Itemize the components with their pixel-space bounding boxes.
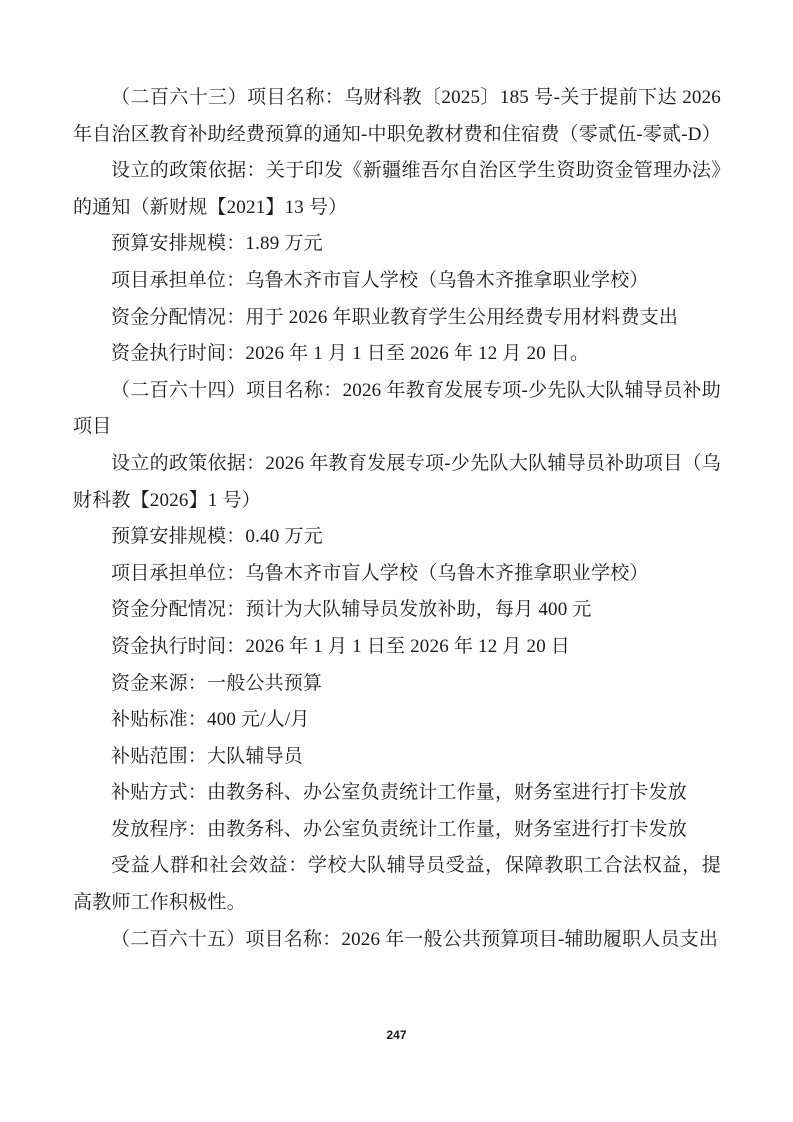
project-264-undertaking-unit: 项目承担单位：乌鲁木齐市盲人学校（乌鲁木齐推拿职业学校） xyxy=(111,562,649,584)
project-264-subsidy-standard: 补贴标准：400 元/人/月 xyxy=(111,709,310,731)
project-264-name: （二百六十四）项目名称：2026 年教育发展专项-少先队大队辅导员补助项目 xyxy=(73,379,721,438)
project-263-policy-basis: 设立的政策依据：关于印发《新疆维吾尔自治区学生资助资金管理办法》的通知（新财规【2021】13 号） xyxy=(73,160,721,218)
project-264-payment-procedure: 发放程序：由教务科、办公室负责统计工作量，财务室进行打卡发放 xyxy=(111,818,688,840)
project-263-name: （二百六十三）项目名称：乌财科教〔2025〕185 号-关于提前下达 2026 年自治区教育补助经费预算的通知-中职免教材费和住宿费（零贰伍-零贰-D） xyxy=(73,87,721,145)
project-265-name: （二百六十五）项目名称：2026 年一般公共预算项目-辅助履职人员支出 xyxy=(111,928,719,950)
project-263-undertaking-unit: 项目承担单位：乌鲁木齐市盲人学校（乌鲁木齐推拿职业学校） xyxy=(111,269,649,291)
page-number: 247 xyxy=(386,1028,407,1042)
document-body xyxy=(73,80,721,958)
project-264-beneficiaries: 受益人群和社会效益：学校大队辅导员受益，保障教职工合法权益，提高教师工作积极性。 xyxy=(73,855,721,914)
project-263-fund-allocation: 资金分配情况：用于 2026 年职业教育学生公用经费专用材料费支出 xyxy=(111,306,679,328)
project-263-budget-scale: 预算安排规模：1.89 万元 xyxy=(111,233,323,255)
project-264-subsidy-scope: 补贴范围：大队辅导员 xyxy=(111,745,304,767)
project-264-budget-scale: 预算安排规模：0.40 万元 xyxy=(111,526,323,548)
project-263-execution-time: 资金执行时间：2026 年 1 月 1 日至 2026 年 12 月 20 日。 xyxy=(111,343,590,365)
project-264-subsidy-method: 补贴方式：由教务科、办公室负责统计工作量，财务室进行打卡发放 xyxy=(111,782,688,804)
project-264-fund-allocation: 资金分配情况：预计为大队辅导员发放补助，每月 400 元 xyxy=(111,599,592,621)
project-264-fund-source: 资金来源：一般公共预算 xyxy=(111,672,323,694)
project-264-execution-time: 资金执行时间：2026 年 1 月 1 日至 2026 年 12 月 20 日 xyxy=(111,635,571,657)
project-264-policy-basis: 设立的政策依据：2026 年教育发展专项-少先队大队辅导员补助项目（乌财科教【2026】1 号） xyxy=(73,452,721,511)
